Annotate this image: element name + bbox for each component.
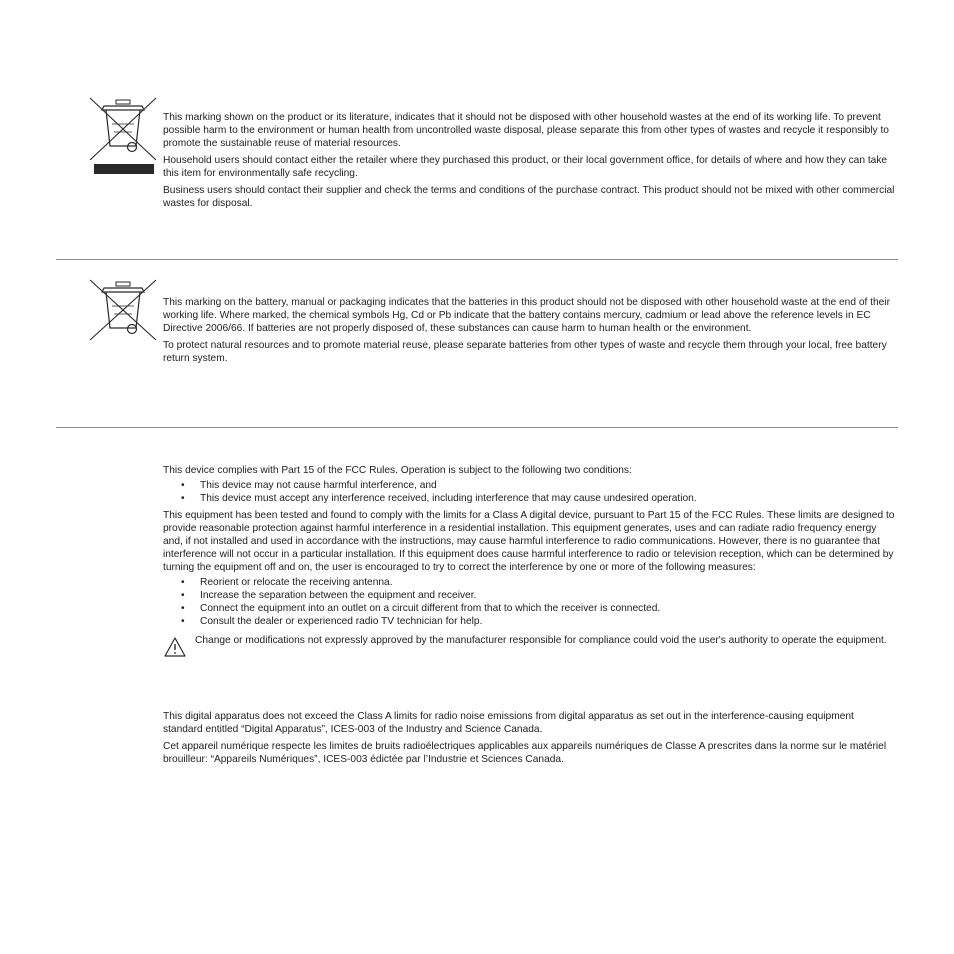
list-item: • Connect the equipment into an outlet on a circuit different from that to which the receiver is connected. [163,602,896,615]
fcc-warning-text: Change or modifications not expressly approved by the manufacturer responsible for compliance could void the user's authority to operate the equipment. [195,635,887,646]
canada-paragraph-en: This digital apparatus does not exceed the Class A limits for radio noise emissions from digital apparatus as set out in the interference-causing equipment standard entitled “Digital Apparatus”, ICES-003 of the Industry and Science Canada. [163,711,854,735]
canada-section [163,710,896,770]
fcc-conditions-list [163,479,896,505]
fcc-body: This equipment has been tested and found to comply with the limits for a Class A digital device, pursuant to Part 15 of the FCC Rules. These limits are designed to provide reasonable protection against harmful interference in a residential installation. This equipment generates, uses and can radiate radio frequency energy and, if not installed and used in accordance with the instructions, may cause harmful interference to radio communications. However, there is no guarantee that interference will not occur in a particular installation. If this equipment does cause harmful interference to radio or television reception, which can be determined by turning the equipment off and on, the user is encouraged to try to correct the interference by one or more of the following measures: [163,510,895,573]
weee-section [163,111,896,214]
fcc-intro: This device complies with Part 15 of the FCC Rules. Operation is subject to the following two conditions: [163,465,632,476]
fcc-warning [163,634,896,647]
list-item: • This device may not cause harmful interference, and [163,479,896,492]
battery-section [163,296,896,369]
fcc-measures-list [163,576,896,628]
weee-paragraph-3: Business users should contact their supplier and check the terms and conditions of the purchase contract. This product should not be mixed with other commercial wastes for disposal. [163,185,895,209]
section-divider [56,427,898,428]
list-item: • Increase the separation between the equipment and receiver. [163,589,896,602]
warning-triangle-icon [163,636,187,662]
battery-paragraph-1: This marking on the battery, manual or packaging indicates that the batteries in this product should not be disposed with other household waste at the end of their working life. Where marked, the chemical symbols Hg, Cd or Pb indicate that the battery contains mercury, cadmium or lead above the reference levels in EC Directive 2006/66. If batteries are not properly disposed of, these substances can cause harm to human health or the environment. [163,297,890,334]
list-item: • Consult the dealer or experienced radio TV technician for help. [163,615,896,628]
canada-paragraph-fr: Cet appareil numérique respecte les limites de bruits radioélectriques applicables aux appareils numériques de Classe A prescrites dans la norme sur le matériel brouilleur: “Appareils Numériques”, ICES-003 édictée par l’Industrie et Sciences Canada. [163,741,887,765]
weee-paragraph-2: Household users should contact either the retailer where they purchased this product, or their local government office, for details of where and how they can take this item for environmentally safe recycling. [163,155,888,179]
weee-bin-icon [88,96,160,178]
list-item: • Reorient or relocate the receiving antenna. [163,576,896,589]
section-divider [56,259,898,260]
list-item: • This device must accept any interference received, including interference that may cause undesired operation. [163,492,896,505]
battery-paragraph-2: To protect natural resources and to promote material reuse, please separate batteries from other types of waste and recycle them through your local, free battery return system. [163,340,887,364]
fcc-section [163,464,896,647]
battery-bin-icon [88,278,160,344]
weee-paragraph-1: This marking shown on the product or its literature, indicates that it should not be disposed with other household wastes at the end of its working life. To prevent possible harm to the environment or human health from uncontrolled waste disposal, please separate this from other types of wastes and recycle it responsibly to promote the sustainable reuse of material resources. [163,112,889,149]
